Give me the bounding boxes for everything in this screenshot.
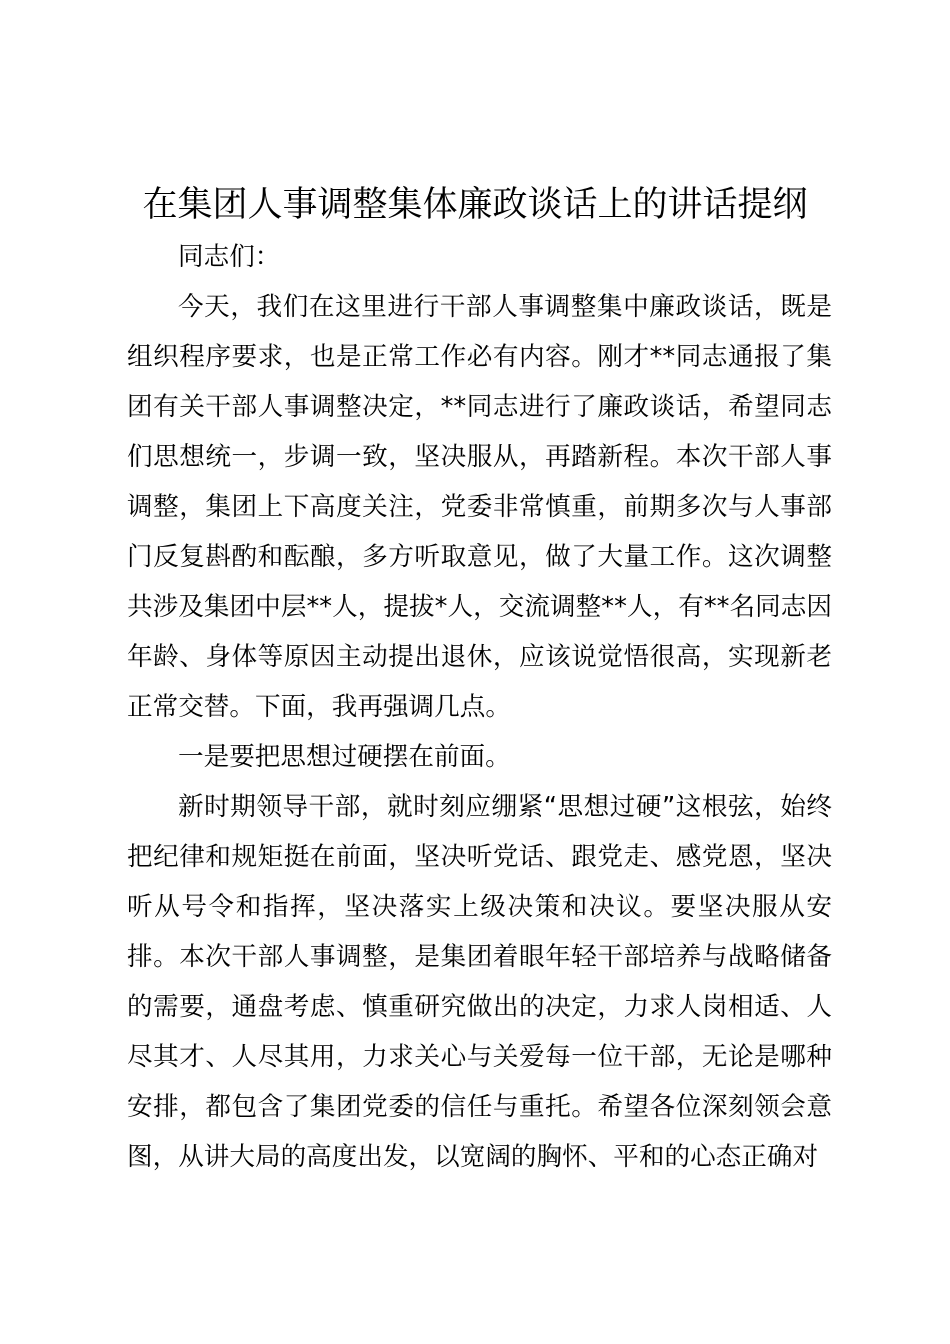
document-body	[127, 232, 832, 1182]
intro-paragraph: 今天，我们在这里进行干部人事调整集中廉政谈话，既是组织程序要求，也是正常工作必有内容。刚才**同志通报了集团有关干部人事调整决定，**同志进行了廉政谈话，希望同志们思想统一，步调一致，坚决服从，再踏新程。本次干部人事调整，集团上下高度关注，党委非常慎重，前期多次与人事部门反复斟酌和酝酿，多方听取意见，做了大量工作。这次调整共涉及集团中层**人，提拔*人，交流调整**人，有**名同志因年龄、身体等原因主动提出退休，应该说觉悟很高，实现新老正常交替。下面，我再强调几点。	[127, 292, 832, 722]
document-title: 在集团人事调整集体廉政谈话上的讲话提纲	[142, 185, 808, 225]
section-body-paragraph: 新时期领导干部，就时刻应绷紧“思想过硬”这根弦，始终把纪律和规矩挺在前面，坚决听党话、跟党走、感党恩，坚决听从号令和指挥，坚决落实上级决策和决议。要坚决服从安排。本次干部人事调整，是集团着眼年轻干部培养与战略储备的需要，通盘考虑、慎重研究做出的决定，力求人岗相适、人尽其才、人尽其用，力求关心与关爱每一位干部，无论是哪种安排，都包含了集团党委的信任与重托。希望各位深刻领会意图，从讲大局的高度出发，以宽阔的胸怀、平和的心态正确对	[127, 792, 832, 1172]
salutation-paragraph: 同志们：	[178, 242, 281, 272]
section-heading-paragraph: 一是要把思想过硬摆在前面。	[178, 742, 511, 772]
